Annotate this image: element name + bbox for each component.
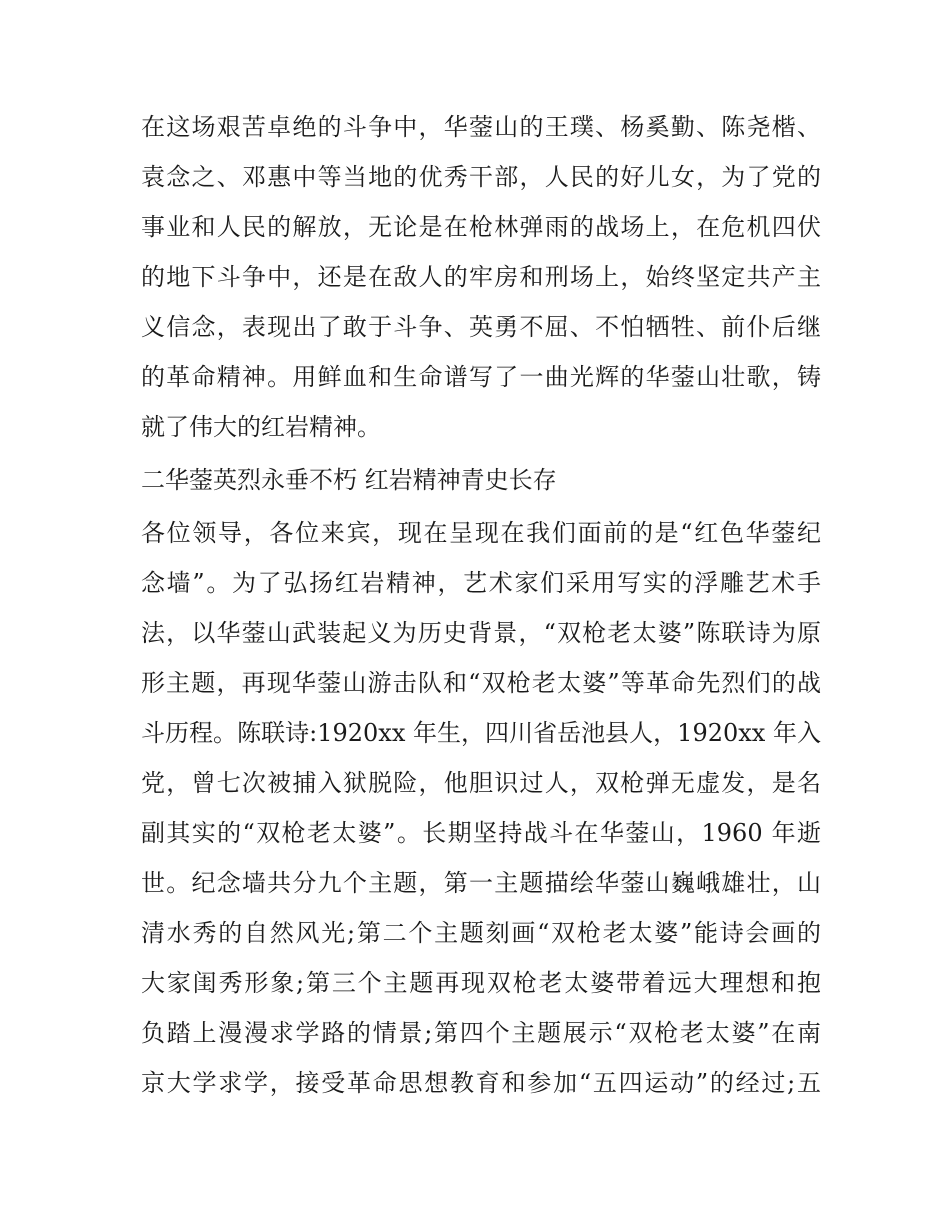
paragraph-line: 世。纪念墙共分九个主题，第一主题描绘华蓥山巍峨雄壮，山 <box>141 869 821 897</box>
paragraph-line: 事业和人民的解放，无论是在枪林弹雨的战场上，在危机四伏 <box>141 213 821 241</box>
paragraph-line: 袁念之、邓惠中等当地的优秀干部，人民的好儿女，为了党的 <box>141 163 821 191</box>
paragraph-line: 负踏上漫漫求学路的情景;第四个主题展示“双枪老太婆”在南 <box>141 1019 821 1047</box>
paragraph-1 <box>141 102 821 452</box>
paragraph-line: 党，曾七次被捕入狱脱险，他胆识过人，双枪弹无虚发，是名 <box>141 769 821 797</box>
paragraph-line: 就了伟大的红岩精神。 <box>141 413 381 441</box>
paragraph-line: 的革命精神。用鲜血和生命谱写了一曲光辉的华蓥山壮歌，铸 <box>141 363 821 391</box>
paragraph-line: 义信念，表现出了敢于斗争、英勇不屈、不怕牺牲、前仆后继 <box>141 313 821 341</box>
paragraph-line: 各位领导，各位来宾，现在呈现在我们面前的是“红色华蓥纪 <box>141 519 821 547</box>
paragraph-line: 形主题，再现华蓥山游击队和“双枪老太婆”等革命先烈们的战 <box>141 669 821 697</box>
section-heading: 二华蓥英烈永垂不朽 红岩精神青史长存 <box>141 466 557 494</box>
paragraph-line: 京大学求学，接受革命思想教育和参加“五四运动”的经过;五 <box>141 1069 821 1097</box>
paragraph-line: 念墙”。为了弘扬红岩精神，艺术家们采用写实的浮雕艺术手 <box>141 569 821 597</box>
paragraph-line: 副其实的“双枪老太婆”。长期坚持战斗在华蓥山，1960 年逝 <box>141 819 821 847</box>
paragraph-line: 的地下斗争中，还是在敌人的牢房和刑场上，始终坚定共产主 <box>141 263 821 291</box>
paragraph-2 <box>141 508 821 1108</box>
paragraph-line: 斗历程。陈联诗:1920xx 年生，四川省岳池县人，1920xx 年入 <box>141 719 821 747</box>
paragraph-line: 法，以华蓥山武装起义为历史背景，“双枪老太婆”陈联诗为原 <box>141 619 821 647</box>
document-body <box>141 102 821 1108</box>
paragraph-line: 大家闺秀形象;第三个主题再现双枪老太婆带着远大理想和抱 <box>141 969 821 997</box>
paragraph-line: 清水秀的自然风光;第二个主题刻画“双枪老太婆”能诗会画的 <box>141 919 821 947</box>
paragraph-line: 在这场艰苦卓绝的斗争中，华蓥山的王璞、杨奚勤、陈尧楷、 <box>141 113 821 141</box>
